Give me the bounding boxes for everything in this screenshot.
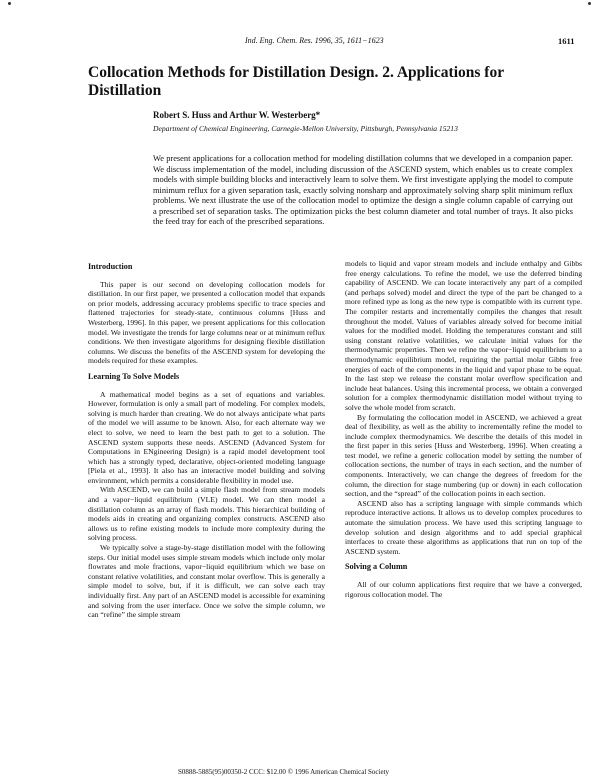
paragraph: With ASCEND, we can build a simple flash model from stream models and a vapor−liquid equilibrium (VLE) model. We can then model a distillation column as an array of flash models. This hierarchical building of models aids in creating and organizing complex constructs. ASCEND also allows us to refine existing models to include more complexity during the solving process. (88, 485, 325, 543)
abstract: We present applications for a collocation method for modeling distillation columns that we developed in a companion paper. We discuss implementation of the model, including discussion of the ASCEND system, which enables us to create complex models with simple building blocks and interactively learn to solve them. We first investigate applying the model to compute minimum reflux for a given separation task, exactly solving nonsharp and approximately solving sharp split minimum reflux problems. We next illustrate the use of the collocation model to optimize the design a single column capable of carrying out a prescribed set of separation tasks. The optimization picks the best column diameter and total number of trays. It also picks the feed tray for each of the prescribed separations. (153, 154, 573, 226)
paragraph: A mathematical model begins as a set of equations and variables. However, formulation is only a small part of modeling. For complex models, solving is much harder than creating. We do not always anticipate what parts of the model we will assume to be known. Also, for each alternate way we elect to solve, we need to learn the best path to get to a solution. The ASCEND system supports these needs. ASCEND (Advanced System for Computations in ENgineering Design) is a rapid model development tool which has a strongly typed, declarative, object-oriented modeling language [Piela et al., 1993]. It also has an interactive model building and solving environment, which permits a considerable flexibility in model use. (88, 389, 325, 485)
corner-mark (588, 2, 591, 5)
footer: S0888-5885(95)00350-2 CCC: $12.00 © 1996 American Chemical Society (178, 768, 390, 776)
corner-mark (8, 2, 11, 5)
paragraph: This paper is our second on developing collocation models for distillation. In our first paper, we presented a collocation model that expands on prior models, addressing accuracy problems specific to trace species and flattened trajectories for steady-state, continuous columns [Huss and Westerberg, 1996]. In this paper, we present applications for this collocation model. We investigate the trends for large columns near or at minimum reflux conditions. We then investigate algorithms for designing flexible distillation columns. We discuss the benefits of the ASCEND system for developing the models required for these examples. (88, 279, 325, 366)
page-number: 1611 (558, 36, 575, 46)
right-column (345, 259, 582, 599)
section-heading-solving: Solving a Column (345, 562, 408, 572)
section-heading-introduction: Introduction (88, 262, 133, 271)
paragraph: By formulating the collocation model in ASCEND, we achieved a great deal of flexibility, as well as the ability to incrementally refine the model to include complex thermodynamics. We describe the details of this model in the first paper in this series [Huss and Westerberg, 1996]. When creating a test model, we refine a generic collocation model by setting the number of collocation sections, the number of trays in each section, and the number of components. Interactively, we can change the degrees of freedom for the column, the direction for stage numbering (up or down) in each collocation section, and the “spread” of the collocation points in each section. (345, 412, 582, 499)
paragraph: ASCEND also has a scripting language with simple commands which reproduce interactive actions. It allows us to develop complex procedures to automate the simulation process. We have used this scripting language to develop solution and design algorithms and to add special graphical interfaces to create these algorithms as applications that run on top of the ASCEND system. (345, 498, 582, 556)
left-column (88, 262, 325, 620)
authors: Robert S. Huss and Arthur W. Westerberg* (153, 110, 321, 120)
paragraph: We typically solve a stage-by-stage distillation model with the following steps. Our initial model uses simple stream models which include only molar flowrates and mole fractions, vapor−liquid equilibrium which we base on constant relative volatilities, and constant molar overflow. This is generally a simple model to solve, but, if it is difficult, we can solve each tray individually first. Any part of an ASCEND model is accessible for examining and solving from the user interface. Once we solve the simple column, we can “refine” the simple stream (88, 543, 325, 620)
paragraph: models to liquid and vapor stream models and include enthalpy and Gibbs free energy calculations. To refine the model, we use the deferred binding capability of ASCEND. We can locate interactively any part of a compiled (and perhaps solved) model and direct the type of the part be changed to a more refined type as long as the new type is compatible with its current type. The compiler restarts and incrementally compiles the changes that result throughout the model. Values of variables already solved for become initial values for the modified model. Holding the temperatures constant and still using constant relative volatilities, we calculate initial values for the thermodynamic properties. Then we refine the vapor−liquid equilibrium to a thermodynamic equilibrium model, requiring the partial molar Gibbs free energies of each of the components in the liquid and vapor phase to be equal. In the last step we release the constant molar overflow specification and include heat balances. Using this incremental process, we obtain a converged solution for a complex thermodynamic distillation model without trying to solve the whole model from scratch. (345, 259, 582, 412)
paper-title: Collocation Methods for Distillation Design. 2. Applications for Distillation (88, 64, 504, 99)
paragraph: All of our column applications first require that we have a converged, rigorous collocation model. The (345, 580, 582, 599)
affiliation: Department of Chemical Engineering, Carnegie-Mellon University, Pittsburgh, Pennsylvania 15213 (153, 124, 458, 133)
section-heading-learning: Learning To Solve Models (88, 371, 180, 381)
running-head: Ind. Eng. Chem. Res. 1996, 35, 1611−1623 (245, 36, 384, 45)
